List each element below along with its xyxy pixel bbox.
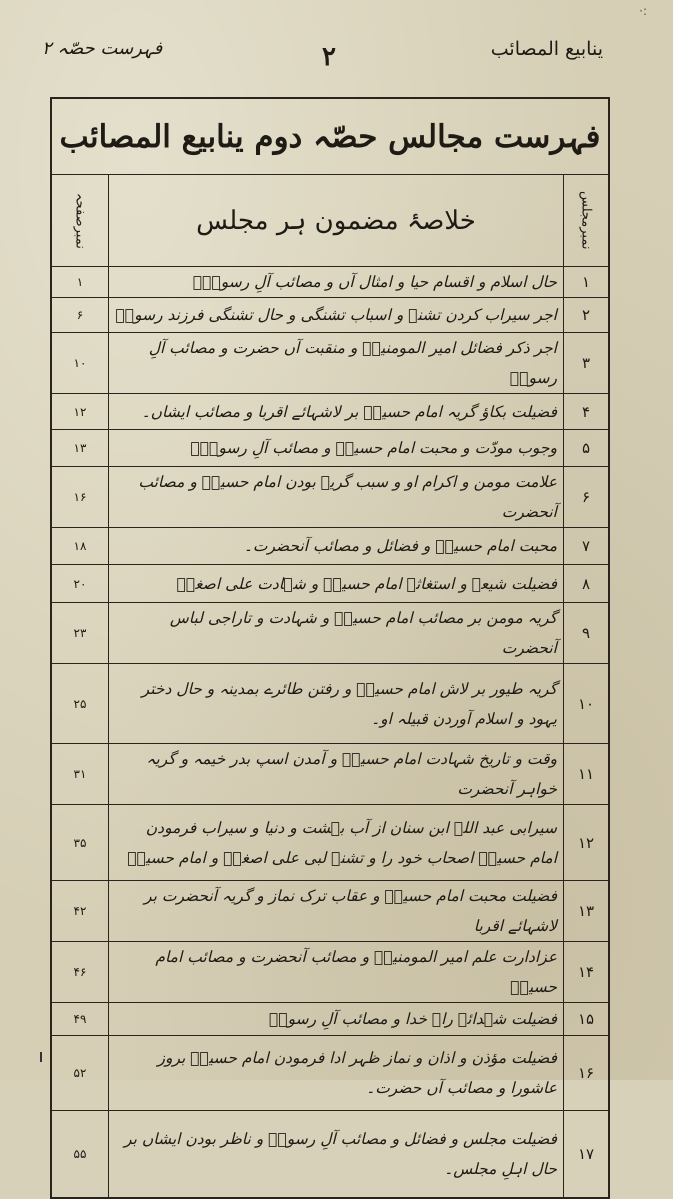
majlis-number: ۱ [564,267,610,298]
majlis-number: ۱۴ [564,942,610,1003]
page-number-cell: ۱۲ [51,394,109,430]
summary-text: سیرابی عبد اللہ ابن سنان از آب بہشت و دنیا و سیراب فرمودن امام حسینؑ اصحاب خود را و تشنہ لبی علی اصغرؑ و امام حسینؑ [109,805,564,881]
summary-text: فضیلت مجلس و فضائل و مصائب آلِ رسولؐ و ناظر بودن ایشاں بر حال اہلِ مجلس۔ [109,1111,564,1198]
page-number-cell: ۵۵ [51,1111,109,1198]
majlis-number: ۱۵ [564,1003,610,1036]
running-title-right: ینابیع المصائب [490,38,603,60]
summary-text: فضیلت شہدائے راہ خدا و مصائب آلِ رسولؐ [109,1003,564,1036]
majlis-number: ۸ [564,565,610,603]
majlis-number: ۵ [564,430,610,467]
table-row [51,267,609,298]
page-number-cell: ۲۰ [51,565,109,603]
contents-table [50,97,610,1199]
table-row [51,394,609,430]
page-number-cell: ۴۶ [51,942,109,1003]
table-row [51,881,609,942]
summary-text: محبت امام حسینؑ و فضائل و مصائب آنحضرت۔ [109,528,564,565]
table-row [51,528,609,565]
page-number-cell: ۱۳ [51,430,109,467]
table-row [51,942,609,1003]
header-summary: خلاصۂ مضمون ہر مجلس [109,175,564,267]
margin-mark [40,1052,42,1062]
summary-text: وجوب مودّت و محبت امام حسینؑ و مصائب آلِ رسولؐ۔ [109,430,564,467]
majlis-number: ۱۶ [564,1036,610,1111]
summary-text: فضیلت شیعہ و استغاثہ امام حسینؑ و شہادت علی اصغرؑ [109,565,564,603]
table-row [51,805,609,881]
table-row [51,744,609,805]
summary-text: علامت مومن و اکرام او و سبب گریہ بودن امام حسینؑ و مصائب آنحضرت [109,467,564,528]
majlis-number: ۱۳ [564,881,610,942]
majlis-number: ۴ [564,394,610,430]
table-title-row [51,98,609,175]
majlis-number: ۱۲ [564,805,610,881]
table-row [51,603,609,664]
summary-text: عزادارت علم امیر المومنینؑ و مصائب آنحضرت و مصائب امام حسینؑ [109,942,564,1003]
table-title: فہرست مجالس حصّہ دوم ینابیع المصائب [51,98,609,175]
page-number-cell: ۵۲ [51,1036,109,1111]
majlis-number: ۱۱ [564,744,610,805]
header-page-number: نمبرصفحہ [51,175,109,267]
table-row [51,430,609,467]
majlis-number: ۱۷ [564,1111,610,1198]
page-number-cell: ۱۶ [51,467,109,528]
page-number-cell: ۱۰ [51,333,109,394]
table-row [51,333,609,394]
majlis-number: ۲ [564,298,610,333]
table-row [51,1003,609,1036]
table-row [51,467,609,528]
majlis-number: ۱۰ [564,664,610,744]
summary-text: فضیلت مؤذن و اذان و نماز ظہر ادا فرمودن امام حسینؑ بروز عاشورا و مصائب آں حضرت۔ [109,1036,564,1111]
page-number-cell: ۱ [51,267,109,298]
table-row [51,565,609,603]
page-number: ۲ [322,42,336,72]
summary-text: اجر ذکر فضائل امیر المومنینؑ و منقبت آں حضرت و مصائب آلِ رسولؐ [109,333,564,394]
summary-text: گریہ طیور بر لاش امام حسینؑ و رفتن طائرے بمدینہ و حال دختر یہود و اسلام آوردن قبیلہ او۔ [109,664,564,744]
corner-mark: ·: [639,4,647,18]
table-row [51,298,609,333]
summary-text: گریہ مومن بر مصائب امام حسینؑ و شہادت و تاراجی لباس آنحضرت [109,603,564,664]
table-row [51,1036,609,1111]
page-number-cell: ۲۵ [51,664,109,744]
page-number-cell: ۱۸ [51,528,109,565]
summary-text: فضیلت محبت امام حسینؑ و عقاب ترک نماز و گریہ آنحضرت بر لاشہائے اقربا [109,881,564,942]
page-number-cell: ۳۱ [51,744,109,805]
table-header-row [51,175,609,267]
page-number-cell: ۴۹ [51,1003,109,1036]
running-title-left: فہرست حصّہ ۲ [42,38,163,59]
header-majlis-number: نمبرمجلس [564,175,610,267]
page-number-cell: ۳۵ [51,805,109,881]
majlis-number: ۷ [564,528,610,565]
summary-text: اجر سیراب کردن تشنہ و اسباب تشنگی و حال تشنگی فرزند رسولؐ [109,298,564,333]
table-row [51,664,609,744]
page-number-cell: ۶ [51,298,109,333]
majlis-number: ۶ [564,467,610,528]
majlis-number: ۳ [564,333,610,394]
majlis-number: ۹ [564,603,610,664]
page-number-cell: ۲۳ [51,603,109,664]
page-number-cell: ۴۲ [51,881,109,942]
summary-text: فضیلت بکاؤ گریہ امام حسینؑ بر لاشہائے اقربا و مصائب ایشاں۔ [109,394,564,430]
summary-text: حال اسلام و اقسام حیا و امثال آں و مصائب آلِ رسولؐ۔ [109,267,564,298]
summary-text: وقت و تاریخ شہادت امام حسینؑ و آمدن اسپ بدر خیمہ و گریہ خواہر آنحضرت [109,744,564,805]
table-row [51,1111,609,1198]
